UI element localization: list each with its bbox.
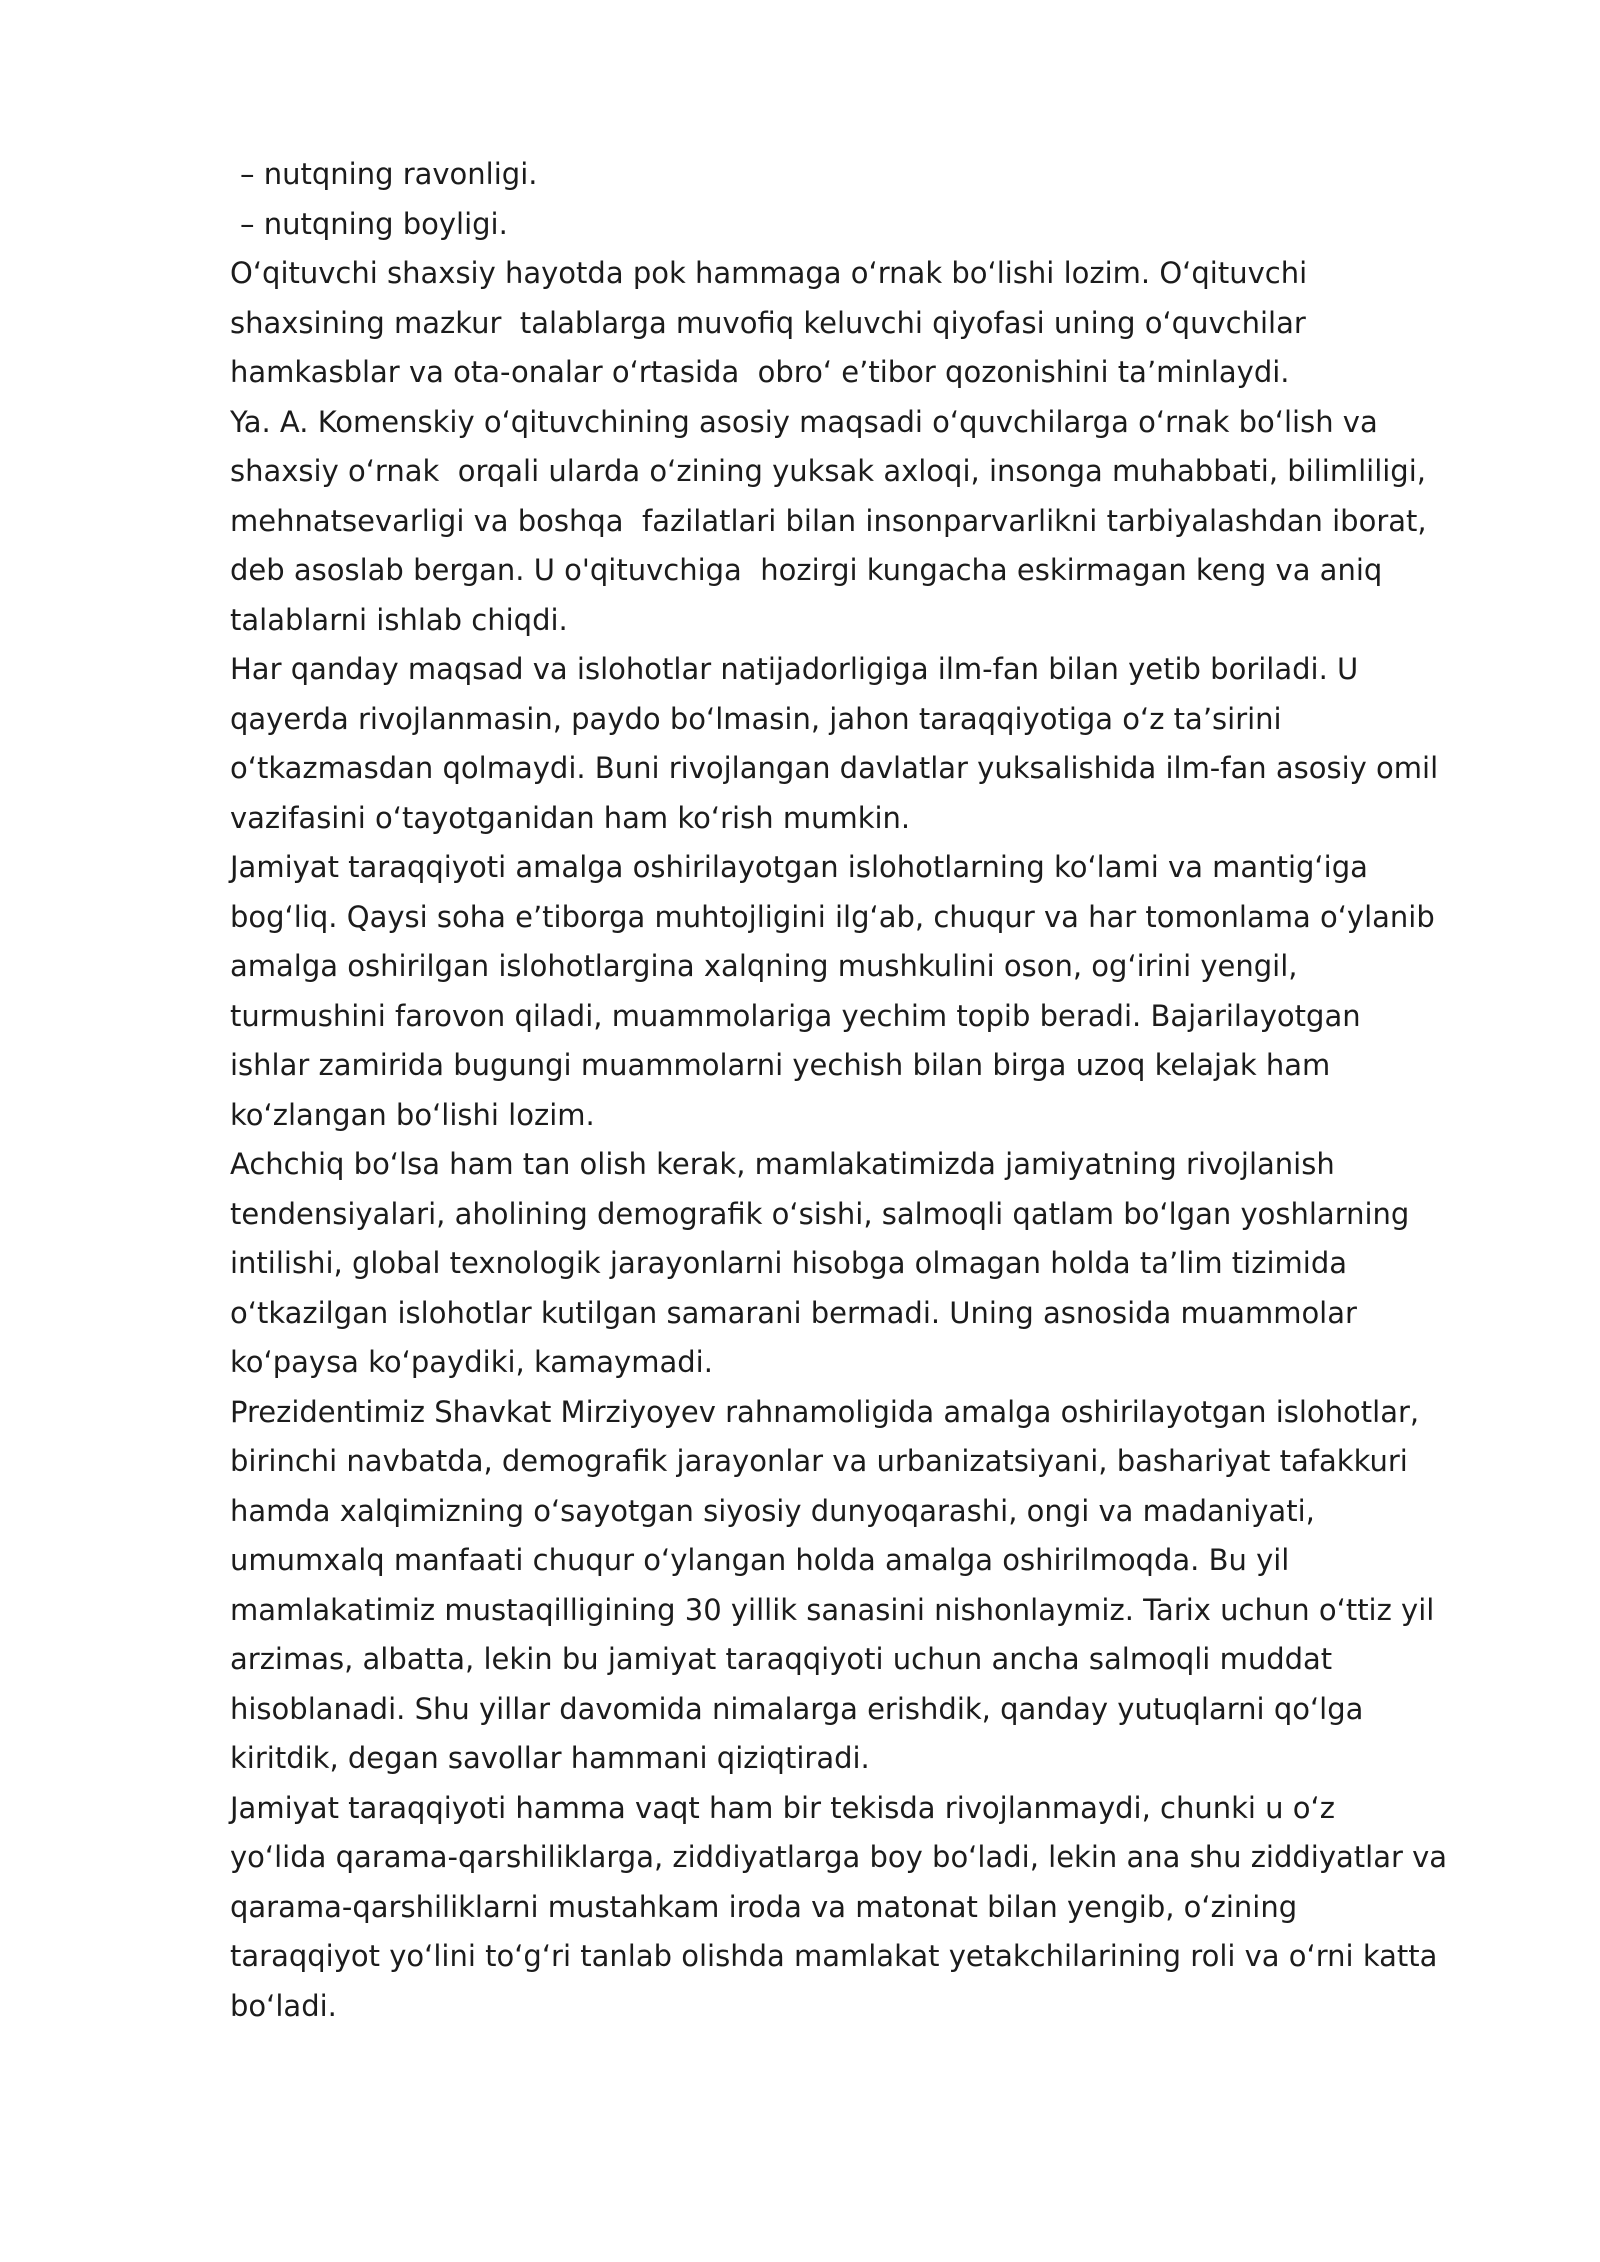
text-line: qayerda rivojlanmasin, paydo boʻlmasin, jahon taraqqiyotiga oʻz taʼsirini <box>230 701 1282 736</box>
text-line: mehnatsevarligi va boshqa fazilatlari bilan insonparvarlikni tarbiyalashdan iborat, <box>230 503 1427 538</box>
text-line: intilishi, global texnologik jarayonlarni hisobga olmagan holda taʼlim tizimida <box>230 1246 1347 1280</box>
text-line: taraqqiyot yoʻlini toʻgʻri tanlab olishda mamlakat yetakchilarining roli va oʻrni katta <box>230 1939 1438 1973</box>
text-line: koʻpaysa koʻpaydiki, kamaymadi. <box>230 1345 713 1379</box>
text-line: mamlakatimiz mustaqilligining 30 yillik sanasini nishonlaymiz. Tarix uchun oʻttiz yil <box>230 1592 1435 1627</box>
text-line: amalga oshirilgan islohotlargina xalqning mushkulini oson, ogʻirini yengil, <box>230 949 1298 983</box>
text-line: deb asoslab bergan. U o'qituvchiga hozirgi kungacha eskirmagan keng va aniq <box>230 553 1383 587</box>
document-page <box>230 150 1530 2031</box>
text-line: yoʻlida qarama-qarshiliklarga, ziddiyatlarga boy boʻladi, lekin ana shu ziddiyatlar va <box>230 1840 1448 1874</box>
text-line: Jamiyat taraqqiyoti amalga oshirilayotgan islohotlarning koʻlami va mantigʻiga <box>230 850 1368 884</box>
text-line: hisoblanadi. Shu yillar davomida nimalarga erishdik, qanday yutuqlarni qoʻlga <box>230 1691 1364 1726</box>
text-line: shaxsining mazkur talablarga muvofiq keluvchi qiyofasi uning oʻquvchilar <box>230 305 1306 340</box>
text-line: hamkasblar va ota-onalar oʻrtasida obroʻ eʼtibor qozonishini taʼminlaydi. <box>230 355 1290 389</box>
text-line: Har qanday maqsad va islohotlar natijadorligiga ilm-fan bilan yetib boriladi. U <box>230 652 1359 686</box>
text-line: qarama-qarshiliklarni mustahkam iroda va matonat bilan yengib, oʻzining <box>230 1889 1298 1924</box>
text-line: turmushini farovon qiladi, muammolariga yechim topib beradi. Bajarilayotgan <box>230 998 1361 1033</box>
text-line: Oʻqituvchi shaxsiy hayotda pok hammaga oʻrnak boʻlishi lozim. Oʻqituvchi <box>230 256 1308 290</box>
text-line: Ya. A. Komenskiy oʻqituvchining asosiy maqsadi oʻquvchilarga oʻrnak boʻlish va <box>230 404 1378 439</box>
text-line: kiritdik, degan savollar hammani qiziqtiradi. <box>230 1741 870 1775</box>
text-line: umumxalq manfaati chuqur oʻylangan holda amalga oshirilmoqda. Bu yil <box>230 1543 1290 1577</box>
text-line: Achchiq boʻlsa ham tan olish kerak, mamlakatimizda jamiyatning rivojlanish <box>230 1147 1335 1181</box>
text-line: shaxsiy oʻrnak orqali ularda oʻzining yuksak axloqi, insonga muhabbati, bilimliligi, <box>230 454 1426 488</box>
text-line: vazifasini oʻtayotganidan ham koʻrish mumkin. <box>230 800 911 835</box>
list-item: – nutqning boyligi. <box>240 206 508 241</box>
text-line: Prezidentimiz Shavkat Mirziyoyev rahnamoligida amalga oshirilayotgan islohotlar, <box>230 1394 1420 1429</box>
text-line: tendensiyalari, aholining demografik oʻsishi, salmoqli qatlam boʻlgan yoshlarning <box>230 1196 1410 1231</box>
text-line: birinchi navbatda, demografik jarayonlar va urbanizatsiyani, bashariyat tafakkuri <box>230 1444 1408 1478</box>
text-line: oʻtkazilgan islohotlar kutilgan samarani bermadi. Uning asnosida muammolar <box>230 1295 1357 1330</box>
text-line: koʻzlangan boʻlishi lozim. <box>230 1097 595 1132</box>
text-line: oʻtkazmasdan qolmaydi. Buni rivojlangan davlatlar yuksalishida ilm-fan asosiy omil <box>230 751 1439 785</box>
list-item: – nutqning ravonligi. <box>240 157 538 191</box>
text-line: bogʻliq. Qaysi soha eʼtiborga muhtojligini ilgʻab, chuqur va har tomonlama oʻylanib <box>230 899 1435 934</box>
text-line: talablarni ishlab chiqdi. <box>230 602 568 637</box>
text-line: boʻladi. <box>230 1988 337 2023</box>
text-line: Jamiyat taraqqiyoti hamma vaqt ham bir tekisda rivojlanmaydi, chunki u oʻz <box>230 1790 1335 1825</box>
text-line: hamda xalqimizning oʻsayotgan siyosiy dunyoqarashi, ongi va madaniyati, <box>230 1493 1315 1528</box>
text-line: arzimas, albatta, lekin bu jamiyat taraqqiyoti uchun ancha salmoqli muddat <box>230 1642 1333 1676</box>
text-line: ishlar zamirida bugungi muammolarni yechish bilan birga uzoq kelajak ham <box>230 1048 1331 1082</box>
